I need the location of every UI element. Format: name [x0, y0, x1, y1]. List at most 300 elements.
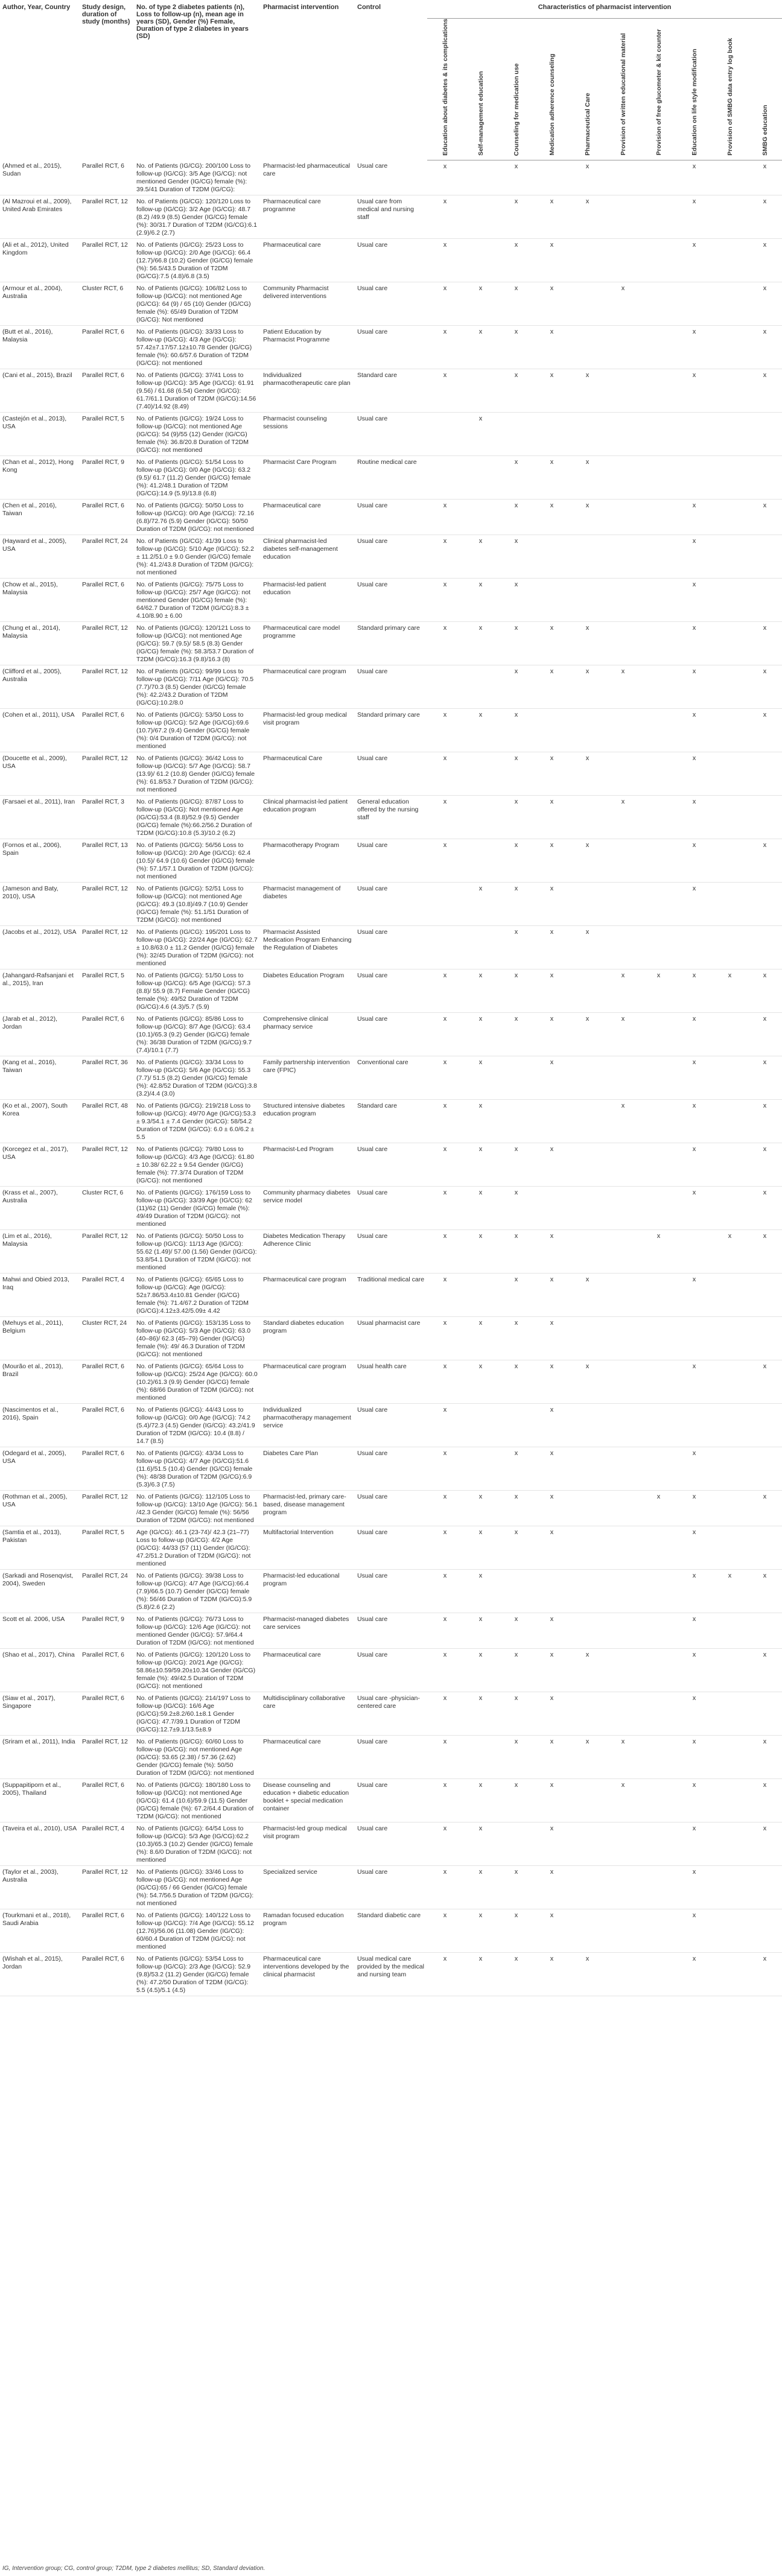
header-characteristic-label: Counseling for medication use	[512, 63, 520, 156]
cell-characteristic-mark: x	[427, 1779, 463, 1823]
cell-characteristic-mark: x	[463, 1779, 498, 1823]
cell-characteristic-mark: x	[427, 369, 463, 413]
cell-patients: No. of Patients (IG/CG): 39/38 Loss to follow-up (IG/CG): 4/7 Age (IG/CG):66.4 (7.9)/66.5 (10.7) Gender (IG/CG) female (%): 56/46 Duration of T2DM (IG/CG):5.9 (5.8)/2.6 (2.2)	[134, 1570, 261, 1613]
cell-design: Parallel RCT, 5	[80, 413, 134, 456]
cell-characteristic-mark	[712, 535, 748, 579]
cell-characteristic-mark: x	[534, 1779, 570, 1823]
cell-design: Parallel RCT, 12	[80, 1491, 134, 1526]
table-row	[0, 1779, 782, 1823]
cell-control: Usual care	[355, 1013, 427, 1056]
cell-characteristic-mark: x	[498, 160, 534, 195]
cell-design: Parallel RCT, 6	[80, 160, 134, 195]
cell-characteristic-mark	[712, 1613, 748, 1649]
cell-design: Parallel RCT, 12	[80, 622, 134, 665]
cell-patients: No. of Patients (IG/CG): 120/120 Loss to follow-up (IG/CG): 3/2 Age (IG/CG): 48.7 (8.2) /49.9 (8.5) Gender (IG/CG) female (%): 30/31.7 Duration of T2DM (IG/CG):6.1 (2.9)/6.2 (2.7)	[134, 195, 261, 239]
cell-control: Standard primary care	[355, 622, 427, 665]
cell-characteristic-mark: x	[641, 1230, 676, 1274]
cell-author: (Taylor et al., 2003), Australia	[0, 1866, 80, 1909]
cell-design: Parallel RCT, 48	[80, 1100, 134, 1143]
cell-characteristic-mark	[712, 883, 748, 926]
cell-characteristic-mark: x	[427, 709, 463, 752]
cell-design: Parallel RCT, 24	[80, 535, 134, 579]
cell-characteristic-mark	[712, 665, 748, 709]
cell-patients: No. of Patients (IG/CG): 65/65 Loss to follow-up (IG/CG): Age (IG/CG): 52±7.86/53.4±10.81 Gender (IG/CG) female (%): 71.4/67.2 Duration of T2DM (IG/CG):4.12±3.42/5.09± 4.42	[134, 1274, 261, 1317]
cell-characteristic-mark: x	[676, 796, 712, 839]
header-characteristic	[748, 19, 782, 160]
cell-characteristic-mark: x	[498, 1649, 534, 1692]
cell-characteristic-mark: x	[463, 579, 498, 622]
table-row	[0, 839, 782, 883]
cell-characteristic-mark: x	[427, 535, 463, 579]
table-row	[0, 1736, 782, 1779]
cell-characteristic-mark	[463, 1404, 498, 1447]
cell-characteristic-mark	[534, 160, 570, 195]
cell-design: Parallel RCT, 12	[80, 1736, 134, 1779]
cell-characteristic-mark: x	[676, 1866, 712, 1909]
cell-characteristic-mark: x	[676, 1447, 712, 1491]
table-row	[0, 160, 782, 195]
cell-characteristic-mark	[712, 796, 748, 839]
cell-characteristic-mark: x	[748, 1736, 782, 1779]
cell-characteristic-mark: x	[463, 883, 498, 926]
cell-design: Parallel RCT, 12	[80, 239, 134, 282]
cell-intervention: Pharmaceutical care	[261, 500, 355, 535]
header-characteristic	[641, 19, 676, 160]
cell-characteristic-mark: x	[676, 1909, 712, 1953]
cell-characteristic-mark	[641, 622, 676, 665]
cell-characteristic-mark: x	[427, 1143, 463, 1187]
table-row	[0, 622, 782, 665]
cell-characteristic-mark	[712, 500, 748, 535]
cell-characteristic-mark: x	[498, 926, 534, 969]
cell-control: Usual care	[355, 1447, 427, 1491]
cell-characteristic-mark	[534, 413, 570, 456]
table-row	[0, 195, 782, 239]
cell-characteristic-mark	[712, 456, 748, 500]
cell-intervention: Pharmaceutical Care	[261, 752, 355, 796]
cell-characteristic-mark	[641, 326, 676, 369]
cell-design: Parallel RCT, 12	[80, 1143, 134, 1187]
table-header	[0, 0, 782, 160]
cell-characteristic-mark	[605, 926, 641, 969]
cell-characteristic-mark: x	[570, 1649, 605, 1692]
cell-characteristic-mark: x	[534, 1274, 570, 1317]
cell-patients: No. of Patients (IG/CG): 33/34 Loss to follow-up (IG/CG): 5/6 Age (IG/CG): 55.3 (7.7)/ 51.5 (8.2) Gender (IG/CG) female (%): 42.8/52 Duration of T2DM (IG/CG):3.8 (3.2)/4.4 (3.0)	[134, 1056, 261, 1100]
header-characteristic-label: Pharmaceutical Care	[583, 93, 591, 156]
cell-characteristic-mark: x	[498, 282, 534, 326]
cell-characteristic-mark: x	[748, 239, 782, 282]
cell-design: Parallel RCT, 12	[80, 883, 134, 926]
cell-control: Routine medical care	[355, 456, 427, 500]
cell-characteristic-mark	[676, 413, 712, 456]
cell-patients: No. of Patients (IG/CG): 43/34 Loss to follow-up (IG/CG): 4/7 Age (IG/CG):51.6 (11.6)/51.5 (10.4) Gender (IG/CG) female (%): 48/38 Duration of T2DM (IG/CG):6.9 (5.3)/6.3 (7.5)	[134, 1447, 261, 1491]
cell-characteristic-mark	[712, 1100, 748, 1143]
cell-characteristic-mark	[463, 160, 498, 195]
cell-intervention: Individualized pharmacotherapeutic care plan	[261, 369, 355, 413]
cell-characteristic-mark: x	[676, 1570, 712, 1613]
cell-patients: No. of Patients (IG/CG): 112/105 Loss to follow-up (IG/CG): 13/10 Age (IG/CG): 56.1 /42.3 Gender (IG/CG) female (%): 56/56 Duration of T2DM (IG/CG): not mentioned	[134, 1491, 261, 1526]
cell-characteristic-mark: x	[427, 282, 463, 326]
cell-characteristic-mark	[641, 883, 676, 926]
cell-characteristic-mark: x	[534, 456, 570, 500]
cell-characteristic-mark: x	[498, 1491, 534, 1526]
cell-characteristic-mark: x	[676, 1143, 712, 1187]
table-row	[0, 1056, 782, 1100]
cell-characteristic-mark: x	[748, 665, 782, 709]
table-row	[0, 1404, 782, 1447]
cell-characteristic-mark: x	[534, 1143, 570, 1187]
cell-characteristic-mark: x	[534, 326, 570, 369]
cell-characteristic-mark	[427, 665, 463, 709]
cell-characteristic-mark: x	[498, 1866, 534, 1909]
cell-characteristic-mark: x	[712, 1570, 748, 1613]
cell-characteristic-mark: x	[427, 1100, 463, 1143]
cell-characteristic-mark	[748, 1866, 782, 1909]
cell-characteristic-mark: x	[676, 969, 712, 1013]
cell-characteristic-mark: x	[498, 239, 534, 282]
cell-characteristic-mark: x	[463, 709, 498, 752]
cell-characteristic-mark: x	[463, 1317, 498, 1360]
cell-intervention: Patient Education by Pharmacist Programme	[261, 326, 355, 369]
cell-control: Usual care	[355, 1823, 427, 1866]
cell-characteristic-mark	[676, 1230, 712, 1274]
cell-control: Usual care	[355, 413, 427, 456]
header-characteristic	[427, 19, 463, 160]
cell-characteristic-mark: x	[534, 282, 570, 326]
cell-intervention: Comprehensive clinical pharmacy service	[261, 1013, 355, 1056]
cell-characteristic-mark	[605, 622, 641, 665]
cell-intervention: Standard diabetes education program	[261, 1317, 355, 1360]
cell-patients: No. of Patients (IG/CG): 37/41 Loss to follow-up (IG/CG): 3/5 Age (IG/CG): 61.91 (9.56) / 61.68 (6.54) Gender (IG/CG): 61.7/61.1 Duration of T2DM (IG/CG):14.56 (7.40)/14.92 (8.49)	[134, 369, 261, 413]
cell-characteristic-mark	[534, 1187, 570, 1230]
cell-design: Cluster RCT, 6	[80, 1187, 134, 1230]
cell-characteristic-mark	[641, 1779, 676, 1823]
cell-characteristic-mark: x	[463, 1909, 498, 1953]
cell-characteristic-mark	[641, 709, 676, 752]
cell-design: Parallel RCT, 6	[80, 1013, 134, 1056]
cell-intervention: Disease counseling and education + diabetic education booklet + special medication container	[261, 1779, 355, 1823]
cell-patients: No. of Patients (IG/CG): 25/23 Loss to follow-up (IG/CG): 2/0 Age (IG/CG): 66.4 (12.7)/66.8 (10.2) Gender (IG/CG) female (%): 56.5/43.5 Duration of T2DM (IG/CG):7.5 (4.8)/6.8 (3.5)	[134, 239, 261, 282]
cell-characteristic-mark	[712, 1187, 748, 1230]
cell-control: Usual care	[355, 1649, 427, 1692]
cell-characteristic-mark: x	[463, 969, 498, 1013]
header-row	[0, 0, 782, 19]
cell-characteristic-mark	[641, 535, 676, 579]
cell-characteristic-mark: x	[427, 1360, 463, 1404]
cell-characteristic-mark: x	[605, 1013, 641, 1056]
cell-characteristic-mark	[605, 456, 641, 500]
cell-author: (Clifford et al., 2005), Australia	[0, 665, 80, 709]
cell-characteristic-mark: x	[498, 796, 534, 839]
table-row	[0, 579, 782, 622]
cell-characteristic-mark: x	[427, 1692, 463, 1736]
cell-characteristic-mark: x	[498, 622, 534, 665]
cell-characteristic-mark	[605, 1692, 641, 1736]
cell-characteristic-mark: x	[427, 1570, 463, 1613]
cell-author: (Jacobs et al., 2012), USA	[0, 926, 80, 969]
cell-control: Usual care	[355, 969, 427, 1013]
cell-characteristic-mark	[605, 413, 641, 456]
cell-characteristic-mark	[570, 579, 605, 622]
cell-control: Usual care	[355, 282, 427, 326]
cell-characteristic-mark: x	[463, 1823, 498, 1866]
table-row	[0, 1866, 782, 1909]
cell-characteristic-mark	[676, 282, 712, 326]
cell-characteristic-mark	[427, 926, 463, 969]
cell-control: Usual care	[355, 1736, 427, 1779]
cell-intervention: Pharmacotherapy Program	[261, 839, 355, 883]
cell-characteristic-mark	[498, 1823, 534, 1866]
cell-patients: No. of Patients (IG/CG): 50/50 Loss to follow-up (IG/CG): 0/0 Age (IG/CG): 72.16 (6.8)/72.76 (5.9) Gender (IG/CG): 50/50 Duration of T2DM (IG/CG): not mentioned	[134, 500, 261, 535]
cell-characteristic-mark: x	[463, 1056, 498, 1100]
cell-characteristic-mark: x	[534, 1317, 570, 1360]
cell-characteristic-mark: x	[534, 1447, 570, 1491]
cell-author: Mahwi and Obied 2013, Iraq	[0, 1274, 80, 1317]
cell-characteristic-mark	[641, 413, 676, 456]
cell-characteristic-mark: x	[463, 1692, 498, 1736]
cell-patients: No. of Patients (IG/CG): 120/121 Loss to follow-up (IG/CG): not mentioned Age (IG/CG): 59.7 (9.5)/ 58.5 (8.3) Gender (IG/CG) female (%): 58.3/53.7 Duration of T2DM (IG/CG):16.3 (9.8)/16.3 (8)	[134, 622, 261, 665]
cell-design: Parallel RCT, 12	[80, 752, 134, 796]
cell-characteristic-mark	[570, 535, 605, 579]
cell-characteristic-mark	[570, 1613, 605, 1649]
cell-control: Traditional medical care	[355, 1274, 427, 1317]
cell-characteristic-mark	[641, 239, 676, 282]
cell-characteristic-mark: x	[427, 160, 463, 195]
cell-author: (Suppapitiporn et al., 2005), Thailand	[0, 1779, 80, 1823]
cell-characteristic-mark: x	[498, 456, 534, 500]
cell-author: (Mourão et al., 2013), Brazil	[0, 1360, 80, 1404]
cell-characteristic-mark: x	[534, 1056, 570, 1100]
cell-characteristic-mark	[641, 665, 676, 709]
cell-intervention: Specialized service	[261, 1866, 355, 1909]
cell-characteristic-mark: x	[748, 1649, 782, 1692]
cell-characteristic-mark: x	[748, 1823, 782, 1866]
cell-patients: No. of Patients (IG/CG): 51/50 Loss to follow-up (IG/CG): 6/5 Age (IG/CG): 57.3 (8.8)/ 55.9 (8.7) Female Gender (IG/CG) female (%): 49/52 Duration of T2DM (IG/CG):4.6 (4.3)/5.7 (5.9)	[134, 969, 261, 1013]
cell-characteristic-mark: x	[463, 413, 498, 456]
cell-control: Usual care	[355, 1187, 427, 1230]
cell-characteristic-mark: x	[498, 709, 534, 752]
cell-characteristic-mark: x	[676, 709, 712, 752]
cell-characteristic-mark: x	[748, 500, 782, 535]
cell-characteristic-mark: x	[712, 1230, 748, 1274]
table-row	[0, 282, 782, 326]
cell-control: Standard primary care	[355, 709, 427, 752]
cell-characteristic-mark	[498, 1056, 534, 1100]
cell-characteristic-mark: x	[534, 926, 570, 969]
cell-patients: No. of Patients (IG/CG): 44/43 Loss to follow-up (IG/CG): 0/0 Age (IG/CG): 74.2 (5.4)/72.3 (4.5) Gender (IG/CG): 43.2/41.9 Duration of T2DM (IG/CG): 10.4 (8.8) / 14.7 (8.5)	[134, 1404, 261, 1447]
cell-design: Parallel RCT, 5	[80, 969, 134, 1013]
cell-characteristic-mark: x	[748, 969, 782, 1013]
cell-author: (Cani et al., 2015), Brazil	[0, 369, 80, 413]
cell-characteristic-mark	[712, 1866, 748, 1909]
cell-design: Parallel RCT, 3	[80, 796, 134, 839]
header-characteristic	[676, 19, 712, 160]
cell-characteristic-mark	[463, 195, 498, 239]
cell-characteristic-mark	[605, 1649, 641, 1692]
cell-characteristic-mark	[712, 1649, 748, 1692]
cell-patients: No. of Patients (IG/CG): 33/46 Loss to follow-up (IG/CG): not mentioned Age (IG/CG):65 / 66 Gender (IG/CG) female (%): 54.7/56.5 Duration of T2DM (IG/CG): not mentioned	[134, 1866, 261, 1909]
cell-characteristic-mark: x	[498, 1692, 534, 1736]
table-row	[0, 413, 782, 456]
cell-characteristic-mark: x	[534, 796, 570, 839]
cell-characteristic-mark: x	[676, 579, 712, 622]
cell-characteristic-mark	[641, 195, 676, 239]
cell-characteristic-mark	[463, 500, 498, 535]
cell-design: Parallel RCT, 6	[80, 1909, 134, 1953]
cell-control: Usual care	[355, 500, 427, 535]
cell-characteristic-mark: x	[427, 1404, 463, 1447]
cell-characteristic-mark: x	[676, 1779, 712, 1823]
cell-characteristic-mark	[712, 1013, 748, 1056]
cell-characteristic-mark: x	[748, 1953, 782, 1996]
cell-characteristic-mark: x	[534, 1953, 570, 1996]
cell-characteristic-mark	[498, 1404, 534, 1447]
cell-characteristic-mark	[570, 239, 605, 282]
table-row	[0, 709, 782, 752]
cell-design: Parallel RCT, 6	[80, 369, 134, 413]
cell-intervention: Pharmaceutical care	[261, 1736, 355, 1779]
cell-characteristic-mark	[712, 1909, 748, 1953]
cell-characteristic-mark: x	[676, 1360, 712, 1404]
table-row	[0, 239, 782, 282]
table-row	[0, 326, 782, 369]
cell-characteristic-mark	[712, 1360, 748, 1404]
cell-author: (Ali et al., 2012), United Kingdom	[0, 239, 80, 282]
cell-characteristic-mark: x	[534, 1360, 570, 1404]
cell-author: Scott et al. 2006, USA	[0, 1613, 80, 1649]
cell-characteristic-mark: x	[748, 709, 782, 752]
cell-characteristic-mark: x	[534, 883, 570, 926]
cell-characteristic-mark: x	[676, 160, 712, 195]
cell-characteristic-mark	[605, 1143, 641, 1187]
cell-characteristic-mark	[605, 1491, 641, 1526]
cell-characteristic-mark: x	[463, 1100, 498, 1143]
cell-design: Parallel RCT, 12	[80, 1866, 134, 1909]
cell-patients: No. of Patients (IG/CG): 214/197 Loss to follow-up (IG/CG): 16/6 Age (IG/CG):59.2±8.2/60.1±8.1 Gender (IG/CG): 47.7/39.1 Duration of T2DM (IG/CG):12.7±9.1/13.5±8.9	[134, 1692, 261, 1736]
cell-characteristic-mark: x	[427, 1013, 463, 1056]
header-intervention: Pharmacist intervention	[263, 4, 339, 11]
header-characteristic	[498, 19, 534, 160]
cell-characteristic-mark	[748, 579, 782, 622]
cell-patients: No. of Patients (IG/CG): 79/80 Loss to follow-up (IG/CG): 4/3 Age (IG/CG): 61.80 ± 10.38/ 62.22 ± 9.54 Gender (IG/CG) female (%): 77.3/74 Duration of T2DM (IG/CG): not mentioned	[134, 1143, 261, 1187]
cell-author: (Cohen et al., 2011), USA	[0, 709, 80, 752]
cell-characteristic-mark: x	[463, 1491, 498, 1526]
cell-characteristic-mark	[676, 926, 712, 969]
cell-characteristic-mark	[463, 456, 498, 500]
cell-characteristic-mark	[605, 1447, 641, 1491]
cell-patients: No. of Patients (IG/CG): 106/82 Loss to follow-up (IG/CG): not mentioned Age (IG/CG): 64 (9) / 65 (10) Gender (IG/CG) female (%): 65/49 Duration of T2DM (IG/CG): Not mentioned	[134, 282, 261, 326]
cell-characteristic-mark: x	[427, 1613, 463, 1649]
cell-patients: No. of Patients (IG/CG): 36/42 Loss to follow-up (IG/CG): 5/7 Age (IG/CG): 58.7 (13.9)/ 61.2 (10.8) Gender (IG/CG) female (%): 61.8/53.7 Duration of T2DM (IG/CG): not mentioned	[134, 752, 261, 796]
cell-characteristic-mark	[605, 369, 641, 413]
cell-characteristic-mark	[676, 1317, 712, 1360]
cell-characteristic-mark	[605, 1404, 641, 1447]
cell-author: (Siaw et al., 2017), Singapore	[0, 1692, 80, 1736]
cell-characteristic-mark	[641, 1866, 676, 1909]
cell-characteristic-mark	[712, 1692, 748, 1736]
cell-characteristic-mark	[463, 752, 498, 796]
cell-characteristic-mark: x	[676, 1736, 712, 1779]
cell-characteristic-mark: x	[498, 326, 534, 369]
cell-characteristic-mark	[570, 1491, 605, 1526]
cell-characteristic-mark: x	[534, 969, 570, 1013]
cell-characteristic-mark: x	[712, 969, 748, 1013]
cell-characteristic-mark	[570, 969, 605, 1013]
cell-characteristic-mark: x	[427, 1447, 463, 1491]
cell-characteristic-mark: x	[605, 1779, 641, 1823]
header-patients: No. of type 2 diabetes patients (n), Loss to follow-up (n), mean age in years (SD), Gender (%) Female, Duration of type 2 diabetes in years (SD)	[136, 4, 249, 40]
cell-intervention: Multifactorial Intervention	[261, 1526, 355, 1570]
cell-characteristic-mark: x	[676, 500, 712, 535]
cell-control: Usual care	[355, 752, 427, 796]
cell-intervention: Pharmacist-Led Program	[261, 1143, 355, 1187]
table-row	[0, 665, 782, 709]
cell-characteristic-mark: x	[534, 1649, 570, 1692]
cell-intervention: Diabetes Care Plan	[261, 1447, 355, 1491]
cell-characteristic-mark	[570, 1187, 605, 1230]
cell-characteristic-mark	[641, 1613, 676, 1649]
cell-intervention: Pharmacist counseling sessions	[261, 413, 355, 456]
cell-design: Parallel RCT, 6	[80, 579, 134, 622]
cell-intervention: Pharmaceutical care program	[261, 1360, 355, 1404]
cell-characteristic-mark: x	[534, 1491, 570, 1526]
cell-characteristic-mark	[712, 282, 748, 326]
cell-characteristic-mark	[605, 1526, 641, 1570]
header-characteristic	[570, 19, 605, 160]
cell-characteristic-mark	[641, 1013, 676, 1056]
cell-characteristic-mark: x	[427, 796, 463, 839]
cell-characteristic-mark: x	[427, 752, 463, 796]
cell-characteristic-mark	[712, 1143, 748, 1187]
cell-characteristic-mark	[748, 1317, 782, 1360]
cell-characteristic-mark: x	[748, 1360, 782, 1404]
cell-patients: No. of Patients (IG/CG): 52/51 Loss to follow-up (IG/CG): not mentioned Age (IG/CG): 49.3 (10.8)/49.7 (10.9) Gender (IG/CG) female (%): 51.1/51 Duration of T2DM (IG/CG): not mentioned	[134, 883, 261, 926]
cell-author: (Jahangard-Rafsanjani et al., 2015), Iran	[0, 969, 80, 1013]
cell-characteristic-mark: x	[534, 500, 570, 535]
cell-patients: Age (IG/CG): 46.1 (23-74)/ 42.3 (21–77) Loss to follow-up (IG/CG): 4/2 Age (IG/CG): 44/33 (57 (11) Gender (IG/CG): 47.2/51.2 Duration of T2DM (IG/CG): not mentioned	[134, 1526, 261, 1570]
cell-characteristic-mark	[748, 456, 782, 500]
cell-characteristic-mark: x	[570, 1736, 605, 1779]
header-characteristic	[463, 19, 498, 160]
cell-characteristic-mark	[463, 665, 498, 709]
cell-characteristic-mark: x	[748, 1491, 782, 1526]
cell-characteristic-mark	[570, 1447, 605, 1491]
table-row	[0, 1274, 782, 1317]
cell-patients: No. of Patients (IG/CG): 153/135 Loss to follow-up (IG/CG): 5/3 Age (IG/CG): 63.0 (40–86)/ 62.3 (45–79) Gender (IG/CG) female (%): 49/ 46.3 Duration of T2DM (IG/CG): not mentioned	[134, 1317, 261, 1360]
cell-characteristic-mark: x	[641, 969, 676, 1013]
cell-characteristic-mark	[712, 1953, 748, 1996]
cell-characteristic-mark: x	[534, 622, 570, 665]
cell-characteristic-mark	[534, 535, 570, 579]
cell-characteristic-mark: x	[748, 1056, 782, 1100]
cell-characteristic-mark: x	[427, 1953, 463, 1996]
cell-characteristic-mark: x	[676, 1056, 712, 1100]
cell-characteristic-mark	[570, 883, 605, 926]
cell-author: (Chung et al., 2014), Malaysia	[0, 622, 80, 665]
cell-characteristic-mark: x	[534, 1404, 570, 1447]
cell-characteristic-mark	[570, 1100, 605, 1143]
cell-patients: No. of Patients (IG/CG): 99/99 Loss to follow-up (IG/CG): 7/11 Age (IG/CG): 70.5 (7.7)/70.3 (8.5) Gender (IG/CG) female (%): 42.2/43.2 Duration of T2DM (IG/CG):10.2/8.0	[134, 665, 261, 709]
cell-characteristic-mark: x	[605, 969, 641, 1013]
cell-characteristic-mark	[748, 1613, 782, 1649]
cell-patients: No. of Patients (IG/CG): 176/159 Loss to follow-up (IG/CG): 33/39 Age (IG/CG): 62 (11)/62 (11) Gender (IG/CG) female (%): 49/49 Duration of T2DM (IG/CG): not mentioned	[134, 1187, 261, 1230]
cell-characteristic-mark: x	[427, 1491, 463, 1526]
cell-control: Usual health care	[355, 1360, 427, 1404]
cell-author: (Korcegez et al., 2017), USA	[0, 1143, 80, 1187]
cell-characteristic-mark: x	[534, 369, 570, 413]
cell-characteristic-mark: x	[463, 1649, 498, 1692]
cell-characteristic-mark: x	[676, 752, 712, 796]
